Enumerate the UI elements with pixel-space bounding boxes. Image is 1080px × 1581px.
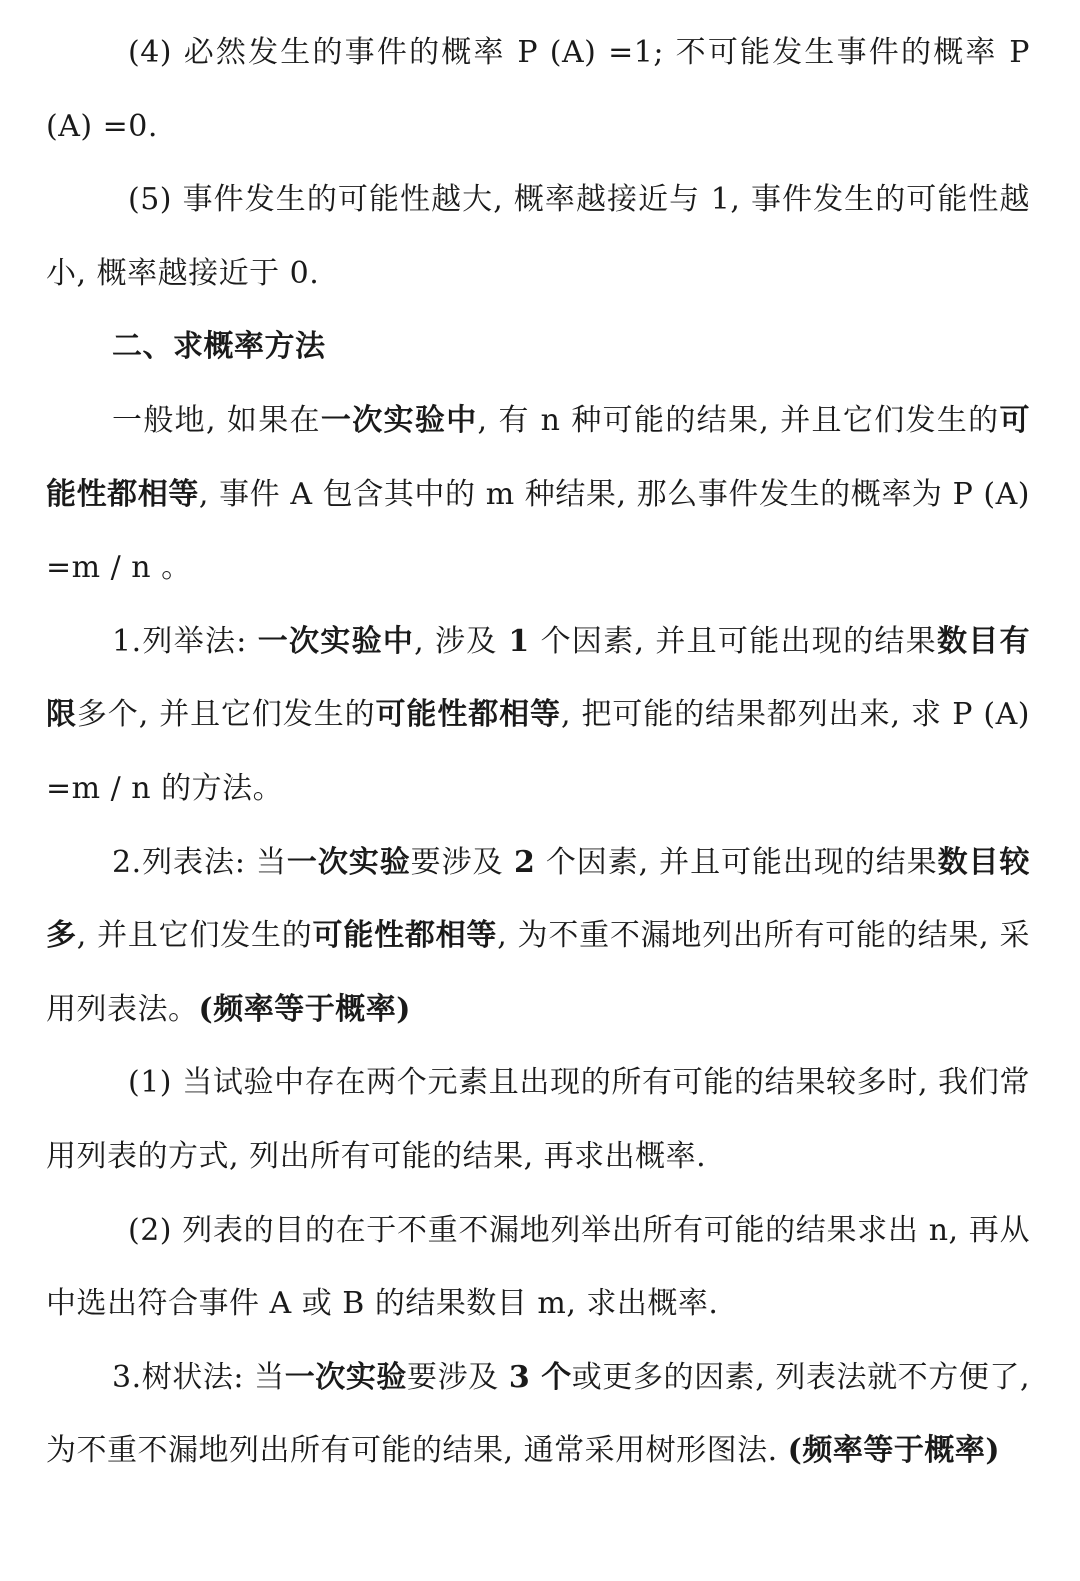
- bold-text: 一次实验中: [320, 402, 478, 438]
- paragraph-method-2-note-1: [46, 1046, 1030, 1193]
- paragraph-method-3: [46, 1341, 1030, 1488]
- text-run: 要涉及: [407, 1359, 509, 1395]
- bold-text: (频率等于概率): [787, 1433, 1001, 1469]
- text-run: , 有 n 种可能的结果, 并且它们发生的: [477, 402, 1000, 438]
- bold-text: 可能性都相等: [46, 402, 1031, 512]
- bold-text: 可能性都相等: [312, 918, 498, 954]
- paragraph-method-1: [46, 605, 1030, 826]
- text-run: (2) 列表的目的在于不重不漏地列举出所有可能的结果求出 n, 再从中选出符合事件 A 或 B 的结果数目 m, 求出概率.: [46, 1212, 1030, 1322]
- bold-text: 可能性都相等: [375, 697, 561, 733]
- bold-text: 3 个: [508, 1359, 572, 1395]
- bold-text: 1: [508, 623, 530, 659]
- text-run: , 并且它们发生的: [76, 918, 313, 954]
- text-run: , 涉及: [414, 623, 509, 659]
- text-run: (4) 必然发生的事件的概率 P (A) =1; 不可能发生事件的概率 P (A) =0.: [46, 35, 1030, 144]
- bold-text: (频率等于概率): [198, 991, 411, 1027]
- text-run: 要涉及: [410, 844, 514, 880]
- bold-text: 一次实验: [286, 844, 411, 880]
- bold-text: 数目较多: [46, 844, 1030, 954]
- paragraph-p5: [46, 163, 1030, 310]
- bold-text: 一次实验中: [257, 623, 415, 659]
- text-run: (5) 事件发生的可能性越大, 概率越接近与 1, 事件发生的可能性越小, 概率越接近于 0.: [46, 182, 1030, 291]
- text-run: , 把可能的结果都列出来, 求 P (A) =m / n 的方法。: [46, 697, 1031, 806]
- text-run: 或更多的因素, 列表法就不方便了, 为不重不漏地列出所有可能的结果, 通常采用树形图法.: [46, 1359, 1030, 1469]
- text-run: 多个, 并且它们发生的: [76, 697, 376, 733]
- text-run: 3.树状法: 当: [112, 1359, 285, 1395]
- text-run: 个因素, 并且可能出现的结果: [529, 623, 937, 659]
- paragraph-section-2-heading: [46, 310, 1030, 384]
- bold-text: 二、求概率方法: [112, 329, 326, 365]
- paragraph-general: [46, 384, 1030, 605]
- paragraph-method-2: [46, 826, 1030, 1047]
- text-run: 2.列表法: 当: [112, 844, 287, 880]
- text-run: 个因素, 并且可能出现的结果: [535, 844, 938, 880]
- text-run: 一般地, 如果在: [112, 402, 321, 438]
- bold-text: 2: [513, 844, 536, 880]
- text-run: 1.列举法:: [112, 623, 258, 659]
- bold-text: 一次实验: [284, 1359, 407, 1395]
- paragraph-p4: [46, 16, 1030, 163]
- text-run: , 事件 A 包含其中的 m 种结果, 那么事件发生的概率为 P (A) =m / n 。: [46, 476, 1031, 586]
- text-run: , 为不重不漏地列出所有可能的结果, 采用列表法。: [46, 918, 1031, 1027]
- paragraph-method-2-note-2: [46, 1194, 1030, 1341]
- bold-text: 数目有限: [46, 623, 1031, 733]
- text-run: (1) 当试验中存在两个元素且出现的所有可能的结果较多时, 我们常用列表的方式, 列出所有可能的结果, 再求出概率.: [46, 1065, 1030, 1174]
